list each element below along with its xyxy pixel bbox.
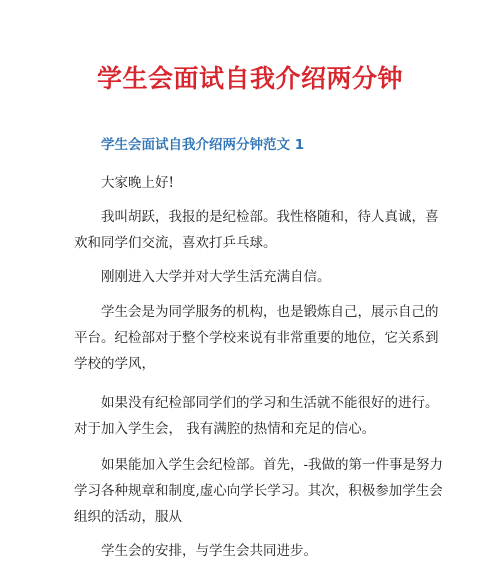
paragraph-closing bbox=[74, 538, 424, 564]
paragraph-line: 平台。纪检部对于整个学校来说有非常重要的地位，它关系到 bbox=[74, 330, 439, 346]
paragraph-line: 组织的活动，服从 bbox=[74, 509, 182, 525]
paragraph-line: 欢和同学们交流，喜欢打乒乓球。 bbox=[74, 235, 277, 251]
paragraph-purpose bbox=[74, 299, 439, 377]
paragraph-confidence bbox=[74, 264, 424, 290]
paragraph-line: 大家晚上好! bbox=[101, 175, 174, 191]
paragraph-line: 对于加入学生会， 我有满腔的热情和充足的信心。 bbox=[74, 421, 376, 437]
paragraph-line: 刚刚进入大学并对大学生活充满自信。 bbox=[101, 269, 331, 285]
paragraph-line: 学习各种规章和制度,虚心向学长学习。其次，积极参加学生会 bbox=[74, 483, 443, 499]
paragraph-line: 如果能加入学生会纪检部。首先，-我做的第一件事是努力 bbox=[101, 457, 444, 473]
paragraph-intro bbox=[74, 204, 439, 256]
paragraph-line: 如果没有纪检部同学们的学习和生活就不能很好的进行。 bbox=[101, 395, 439, 411]
document-title: 学生会面试自我介绍两分钟 bbox=[96, 64, 403, 93]
paragraph-plan bbox=[74, 452, 444, 530]
paragraph-line: 学生会是为同学服务的机构，也是锻炼自己，展示自己的 bbox=[101, 304, 439, 320]
section-heading: 学生会面试自我介绍两分钟范文 1 bbox=[101, 137, 305, 153]
paragraph-line: 我叫胡跃，我报的是纪检部。我性格随和，待人真诚，喜 bbox=[101, 209, 439, 225]
paragraph-enthusiasm bbox=[74, 390, 439, 442]
paragraph-line: 学校的学风， bbox=[74, 356, 155, 372]
paragraph-line: 学生会的安排，与学生会共同进步。 bbox=[101, 543, 317, 559]
paragraph-greeting bbox=[74, 170, 424, 196]
